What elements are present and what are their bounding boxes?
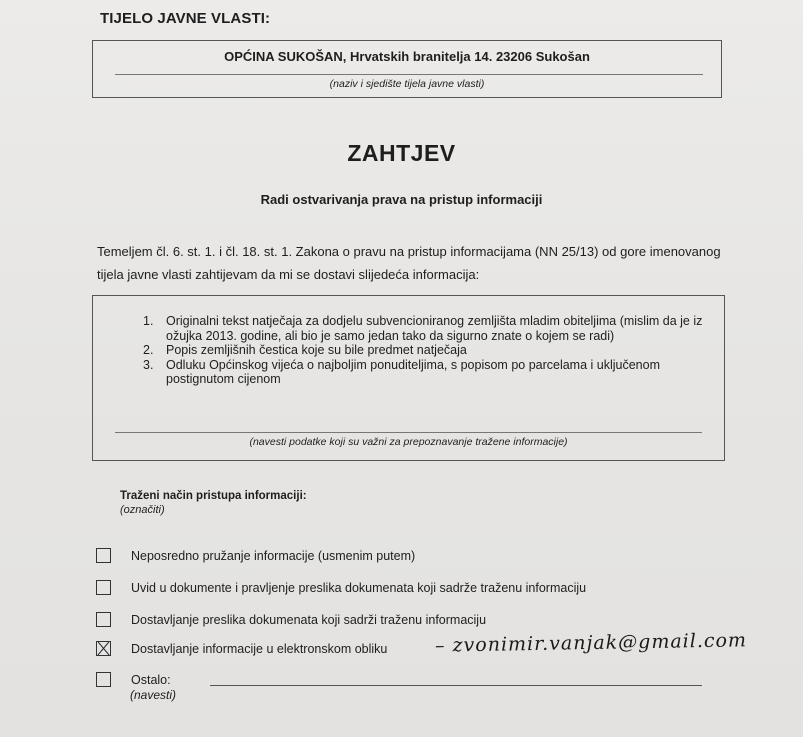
authority-caption: (naziv i sjedište tijela javne vlasti) <box>329 78 485 90</box>
option-copies[interactable]: Dostavljanje preslika dokumenata koji sadrži traženu informaciju <box>96 612 486 627</box>
checkbox[interactable] <box>96 580 111 595</box>
list-item: 3. Odluku Općinskog vijeća o najboljim ponuditeljima, s popisom po parcelama i uključenom postignutom cijenom <box>143 357 661 386</box>
authority-box <box>92 40 722 98</box>
list-item: 1. Originalni tekst natječaja za dodjelu subvencioniranog zemljišta mladim obiteljima (mislim da je iz ožujka 2013. godine, ali bio je samo jedan tako da sigurno znate o kojem se radi) <box>143 314 703 343</box>
other-input-line[interactable] <box>210 685 702 686</box>
checkbox[interactable] <box>96 672 111 687</box>
list-item: 2. Popis zemljišnih čestica koje su bile predmet natječaja <box>143 343 467 357</box>
divider <box>115 432 702 433</box>
option-oral[interactable]: Neposredno pružanje informacije (usmenim putem) <box>96 548 415 563</box>
access-hint: (označiti) <box>120 504 165 516</box>
access-label: Traženi način pristupa informaciji: <box>120 490 307 502</box>
option-other[interactable]: Ostalo: <box>96 672 171 687</box>
divider <box>115 74 703 75</box>
requested-info-box <box>92 295 725 461</box>
other-hint: (navesti) <box>130 688 177 702</box>
section-label: TIJELO JAVNE VLASTI: <box>100 10 271 27</box>
option-inspection[interactable]: Uvid u dokumente i pravljenje preslika dokumenata koji sadrže traženu informaciju <box>96 580 586 595</box>
checkbox[interactable] <box>96 548 111 563</box>
authority-name: OPĆINA SUKOŠAN, Hrvatskih branitelja 14. 23206 Sukošan <box>224 49 590 64</box>
checkbox[interactable] <box>96 612 111 627</box>
intro-paragraph: Temeljem čl. 6. st. 1. i čl. 18. st. 1. Zakona o pravu na pristup informacijama (NN 25/13) od gore imenovanog tijela javne vlasti zahtijevam da mi se dostavi slijedeća informacija: <box>97 244 721 282</box>
option-electronic[interactable]: Dostavljanje informacije u elektronskom obliku <box>96 641 387 656</box>
handwritten-email: – zvonimir.vanjak@gmail.com <box>434 629 748 657</box>
requested-info-caption: (navesti podatke koji su važni za prepoznavanje tražene informacije) <box>249 436 568 448</box>
requested-info-list <box>143 314 703 387</box>
document-subtitle: Radi ostvarivanja prava na pristup informaciji <box>260 192 543 207</box>
checkbox-checked[interactable] <box>96 641 111 656</box>
document-title: ZAHTJEV <box>347 140 456 166</box>
